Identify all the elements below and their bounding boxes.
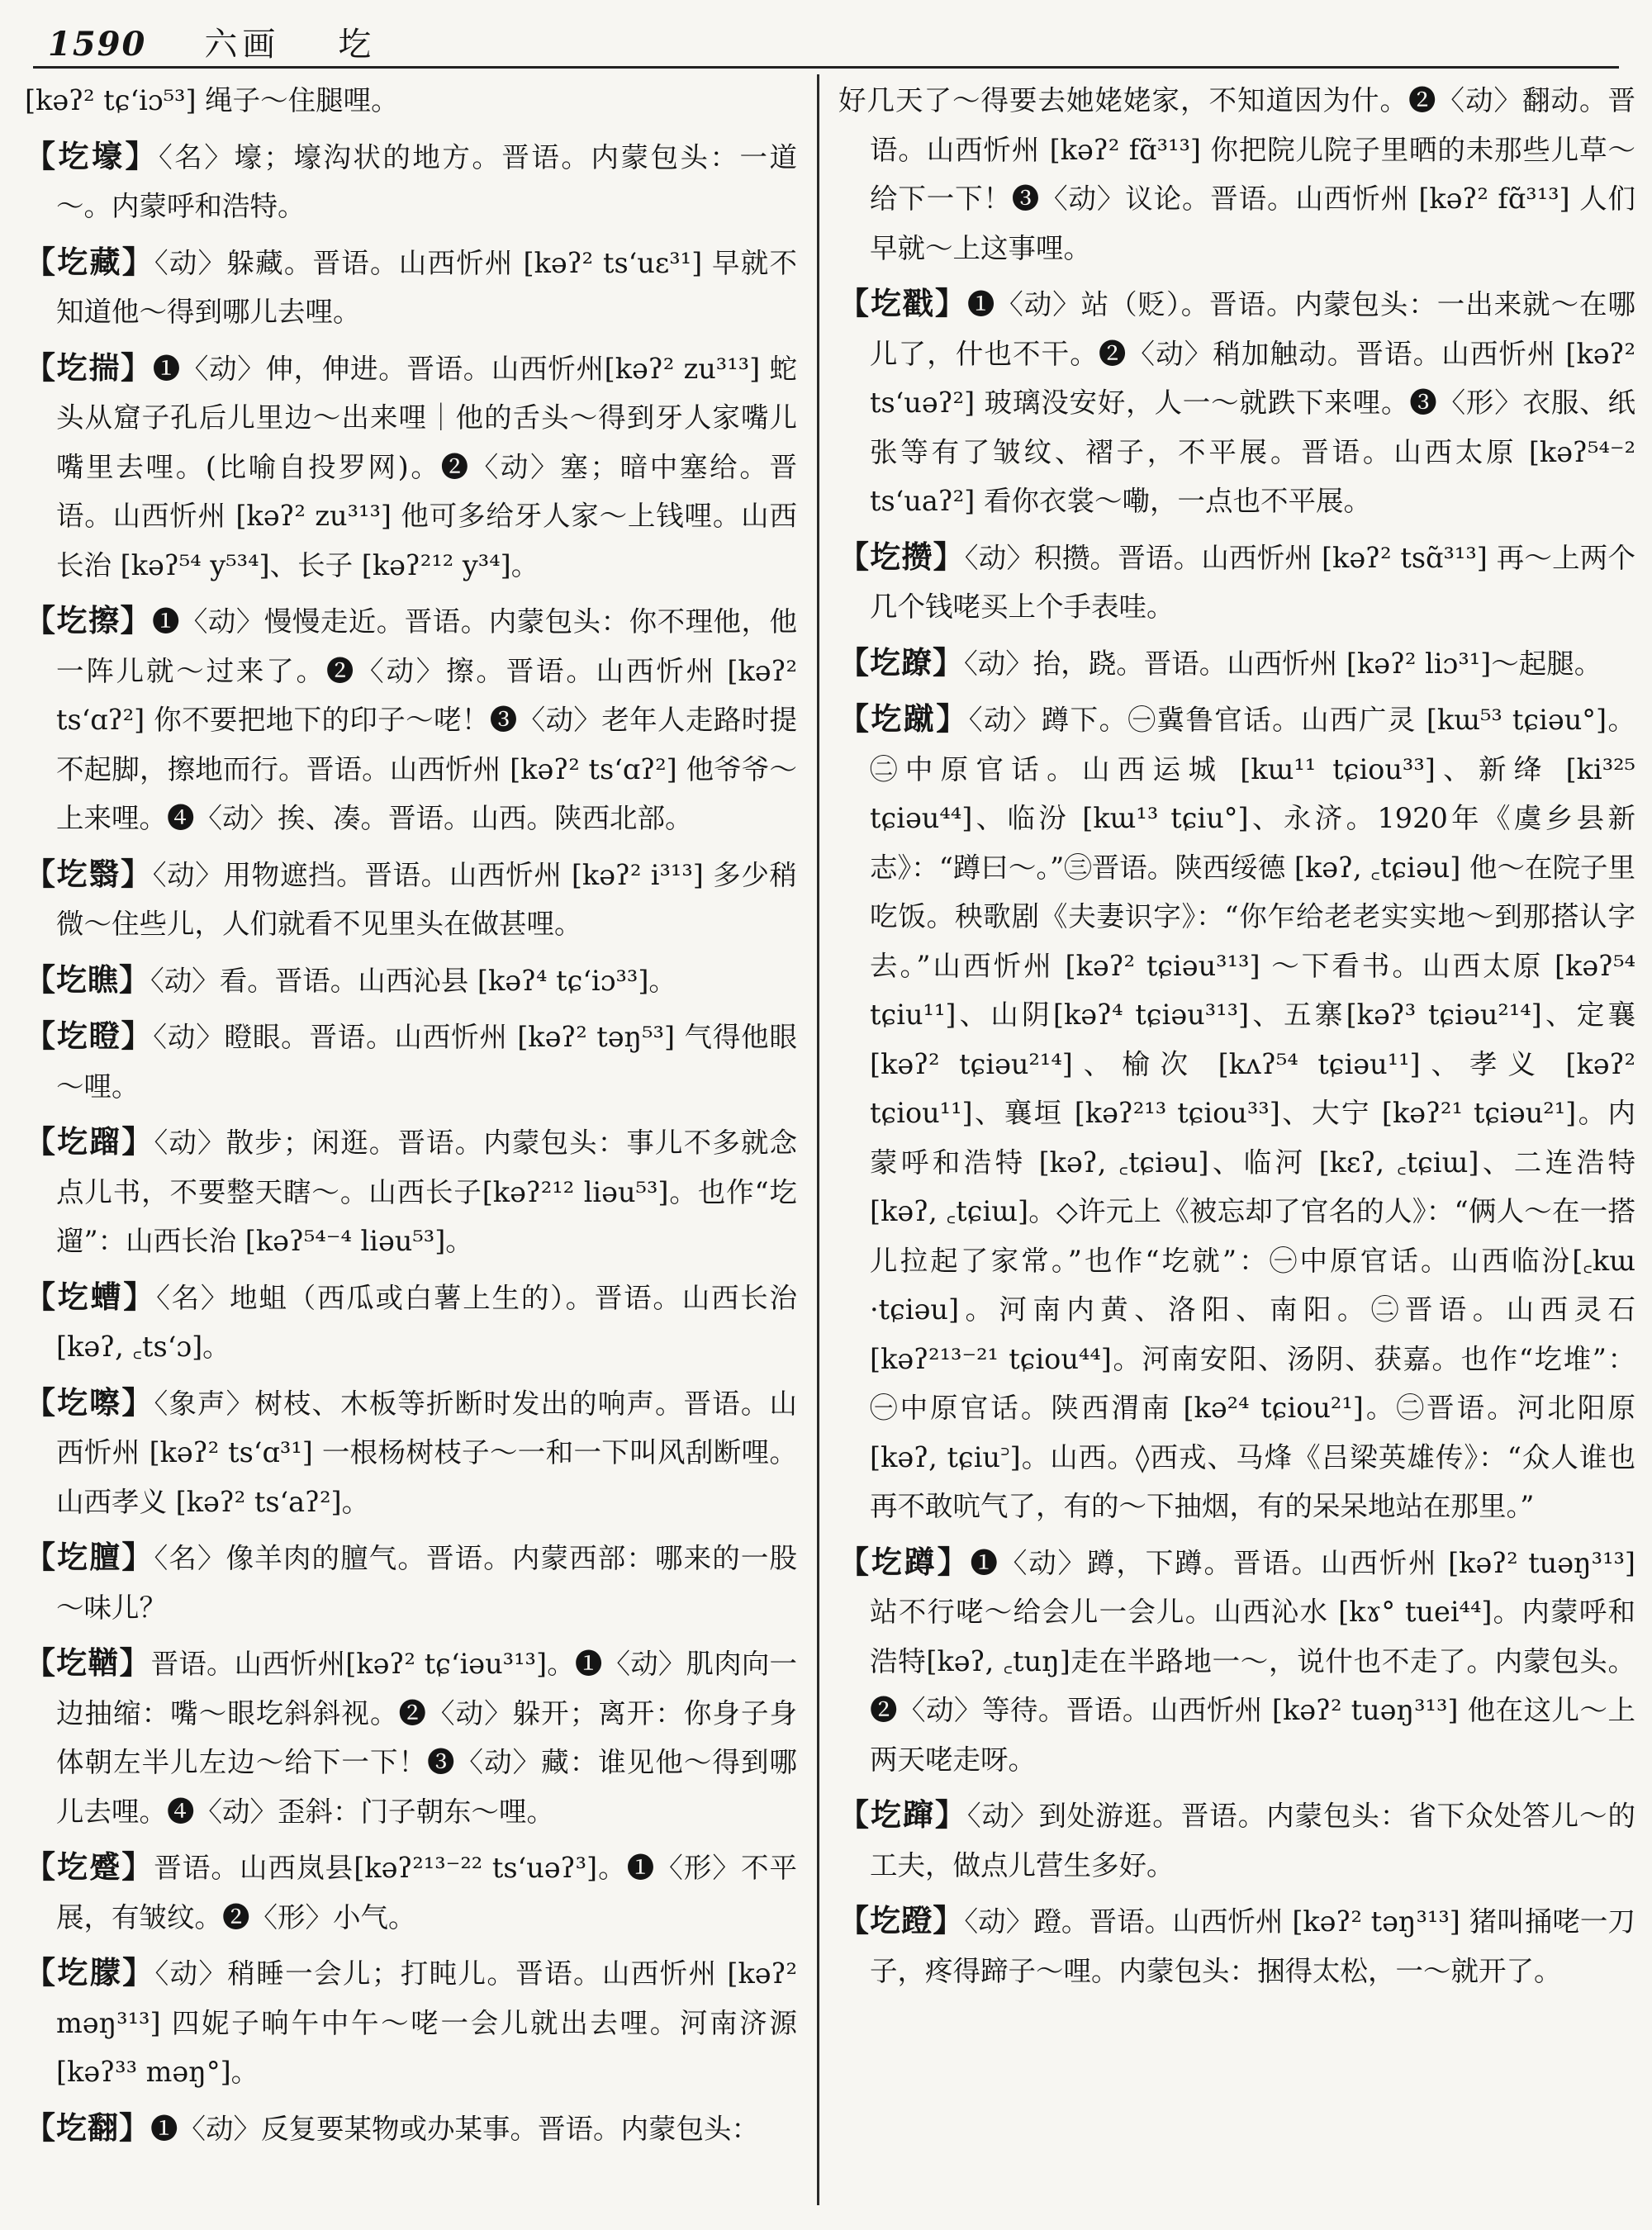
page-header (48, 18, 1602, 68)
entry-headword: 【圪攒】 (838, 538, 965, 575)
entry-definition: 〈名〉壕；壕沟状的地方。晋语。内蒙包头：一道～。内蒙呼和浩特。 (56, 140, 797, 222)
entry-definition: ❶〈动〉慢慢走近。晋语。内蒙包头：你不理他，他一阵儿就～过来了。❷〈动〉擦。晋语。山西忻州 [kəʔ² tsʻɑʔ²] 你不要把地下的印子～咾！❸〈动〉老年人走路时提不起脚，擦地而行。晋语。山西忻州 [kəʔ² tsʻɑʔ²] 他爷爷～上来哩。❹〈动〉挨、凑。晋语。山西。陕西北部。 (56, 605, 797, 834)
header-rule (33, 66, 1619, 69)
entry-headword: 【圪翻】 (25, 2109, 150, 2146)
dictionary-entry (838, 533, 1635, 632)
dictionary-entry (838, 695, 1635, 1531)
dictionary-entry (25, 956, 797, 1006)
dictionary-entry (25, 238, 797, 337)
page-number: 1590 (48, 25, 147, 64)
entry-headword: 【圪膻】 (25, 1539, 154, 1575)
dictionary-entry (25, 1639, 797, 1836)
entry-headword: 【圪蹬】 (838, 1902, 965, 1938)
entry-headword: 【圪蹲】 (838, 1543, 971, 1580)
entry-headword: 【圪蹽】 (838, 643, 964, 681)
entry-definition: ❶〈动〉蹲，下蹲。晋语。山西忻州 [kəʔ² tuəŋ³¹³] 站不行咾～给会儿一会儿。山西沁水 [kɤ° tuei⁴⁴]。内蒙呼和浩特[kəʔ, ꜀tuŋ]走在半路地一～，说什也不走了。内蒙包头。❷〈动〉等待。晋语。山西忻州 [kəʔ² tuəŋ³¹³] 他在这儿～上两天咾走呀。 (870, 1546, 1635, 1776)
entry-definition: 晋语。山西忻州[kəʔ² tɕʻiəu³¹³]。❶〈动〉肌肉向一边抽缩：嘴～眼圪斜斜视。❷〈动〉躲开；离开：你身子身体朝左半儿左边～给下一下！❸〈动〉藏：谁见他～得到哪儿去哩。❹〈动〉歪斜：门子朝东～哩。 (56, 1648, 797, 1828)
entry-definition: [kəʔ² tɕʻiɔ⁵³] 绳子～住腿哩。 (25, 84, 399, 116)
section-label: 六画 (204, 26, 281, 64)
dictionary-entry (838, 1896, 1635, 1995)
entry-continuation (838, 76, 1635, 273)
entry-definition: 〈动〉蹲下。㊀冀鲁官话。山西广灵 [kɯ⁵³ tɕiəu°]。㊁中原官话。山西运城 [kɯ¹¹ tɕiou³³]、新绛 [ki³²⁵ tɕiəu⁴⁴]、临汾 [kɯ¹³ tɕiu°]、永济。1920年《虞乡县新志》：“蹲曰～。”㊂晋语。陕西绥德 [kəʔ, ꜀tɕiəu] 他～在院子里吃饭。秧歌剧《夫妻识字》：“你乍给老老实实地～到那搭认字去。”山西忻州 [kəʔ² tɕiəu³¹³] ～下看书。山西太原 [kəʔ⁵⁴ tɕiu¹¹]、山阴[kəʔ⁴ tɕiəu³¹³]、五寨[kəʔ³ tɕiəu²¹⁴]、定襄 [kəʔ² tɕiəu²¹⁴]、榆次 [kʌʔ⁵⁴ tɕiəu¹¹]、孝义 [kəʔ² tɕiou¹¹]、襄垣 [kəʔ²¹³ tɕiou³³]、大宁 [kəʔ²¹ tɕiəu²¹]。内蒙呼和浩特 [kəʔ, ꜀tɕiəu]、临河 [kɛʔ, ꜀tɕiɯ]、二连浩特[kəʔ, ꜀tɕiɯ]。◇许元上《被忘却了官名的人》：“俩人～在一搭儿拉起了家常。”也作“圪就”：㊀中原官话。山西临汾[꜀kɯ ·tɕiəu]。河南内黄、洛阳、南阳。㊁晋语。山西灵石 [kəʔ²¹³⁻²¹ tɕiou⁴⁴]。河南安阳、汤阴、获嘉。也作“圪堆”：㊀中原官话。陕西渭南 [kə²⁴ tɕiou²¹]。㊁晋语。河北阳原[kəʔ, tɕiu꜄]。山西。◊西戎、马烽《吕梁英雄传》：“众人谁也再不敢吭气了，有的～下抽烟，有的呆呆地站在那里。” (870, 704, 1635, 1522)
dictionary-entry (25, 1117, 797, 1266)
entry-headword: 【圪藏】 (25, 243, 154, 280)
dictionary-entry (25, 1012, 797, 1111)
entry-definition: 〈动〉到处游逛。晋语。内蒙包头：省下众处答儿～的工夫，做点儿营生多好。 (870, 1800, 1635, 1881)
entry-definition: 〈动〉蹬。晋语。山西忻州 [kəʔ² təŋ³¹³] 猪叫捅咾一刀子，疼得蹄子～哩。内蒙包头：捆得太松，一～就开了。 (870, 1905, 1635, 1987)
dictionary-entry (25, 596, 797, 843)
dictionary-entry (25, 1378, 797, 1527)
entry-definition: ❶〈动〉站（贬）。晋语。内蒙包头：一出来就～在哪儿了，什也不干。❷〈动〉稍加触动。晋语。山西忻州 [kəʔ² tsʻuəʔ²] 玻璃没安好，人一～就跌下来哩。❸〈形〉衣服、纸张等有了皱纹、褶子，不平展。晋语。山西太原 [kəʔ⁵⁴⁻² tsʻuaʔ²] 看你衣裳～嘞，一点也不平展。 (870, 288, 1635, 517)
entry-definition: 〈名〉像羊肉的膻气。晋语。内蒙西部：哪来的一股～味儿？ (56, 1542, 797, 1624)
entry-definition: 好几天了～得要去她姥姥家，不知道因为什。❷〈动〉翻动。晋语。山西忻州 [kəʔ² fɑ̃³¹³] 你把院儿院子里晒的未那些儿草～给下一下！❸〈动〉议论。晋语。山西忻州 [kəʔ² fɑ̃³¹³] 人们早就～上这事哩。 (838, 84, 1635, 264)
dictionary-entry (25, 850, 797, 949)
column-divider (817, 74, 819, 2205)
entry-definition: 〈动〉看。晋语。山西沁县 [kəʔ⁴ tɕʻiɔ³³]。 (150, 964, 676, 997)
entry-continuation (25, 76, 797, 126)
entry-headword: 【圪壕】 (25, 137, 159, 174)
entry-headword: 【圪蹿】 (838, 1796, 967, 1833)
entry-headword: 【圪嚓】 (25, 1383, 154, 1421)
right-column (838, 76, 1635, 2215)
dictionary-entry (25, 1843, 797, 1942)
entry-definition: ❶〈动〉伸，伸进。晋语。山西忻州[kəʔ² zu³¹³] 蛇头从窟子孔后儿里边～出来哩｜他的舌头～得到牙人家嘴儿嘴里去哩。(比喻自投罗网)。❷〈动〉塞；暗中塞给。晋语。山西忻州 [kəʔ² zu³¹³] 他可多给牙人家～上钱哩。山西长治 [kəʔ⁵⁴ y⁵³⁴]、长子 [kəʔ²¹² y³⁴]。 (56, 352, 797, 581)
entry-definition: 〈动〉瞪眼。晋语。山西忻州 [kəʔ² təŋ⁵³] 气得他眼～哩。 (56, 1021, 797, 1103)
entry-definition: 〈动〉躲藏。晋语。山西忻州 [kəʔ² tsʻuɛ³¹] 早就不知道他～得到哪儿去哩。 (56, 246, 797, 328)
dictionary-entry (25, 1948, 797, 2097)
entry-headword: 【圪揣】 (25, 349, 153, 386)
entry-headword: 【圪螬】 (25, 1278, 157, 1315)
dictionary-entry (25, 1533, 797, 1632)
entry-definition: 〈名〉地蛆（西瓜或白薯上生的）。晋语。山西长治 [kəʔ, ꜀tsʻɔ]。 (56, 1281, 797, 1363)
entry-headword: 【圪鞧】 (25, 1644, 151, 1681)
entry-definition: 〈象声〉树枝、木板等折断时发出的响声。晋语。山西忻州 [kəʔ² tsʻɑ³¹] 一根杨树枝子～一和一下叫风刮断哩。山西孝义 [kəʔ² tsʻaʔ²]。 (56, 1387, 797, 1518)
entry-headword: 【圪蹙】 (25, 1848, 154, 1885)
entry-definition: 〈动〉稍睡一会儿；打盹儿。晋语。山西忻州 [kəʔ² məŋ³¹³] 四妮子晌午中午～咾一会儿就出去哩。河南济源 [kəʔ³³ məŋ°]。 (56, 1957, 797, 2088)
dictionary-entry (838, 1538, 1635, 1785)
entry-headword: 【圪瞧】 (25, 961, 150, 998)
entry-definition: 〈动〉抬，跷。晋语。山西忻州 [kəʔ² liɔ³¹]～起腿。 (964, 647, 1602, 680)
entry-headword: 【圪朦】 (25, 1954, 155, 1990)
entry-headword: 【圪瞪】 (25, 1018, 154, 1054)
dictionary-entry (838, 279, 1635, 526)
entry-headword: 【圪戳】 (838, 285, 967, 321)
entry-definition: 〈动〉积攒。晋语。山西忻州 [kəʔ² tsɑ̃³¹³] 再～上两个几个钱咾买上个手表哇。 (870, 541, 1635, 623)
dictionary-entry (25, 1273, 797, 1372)
dictionary-entry (838, 638, 1635, 689)
entry-definition: 晋语。山西岚县[kəʔ²¹³⁻²² tsʻuəʔ³]。❶〈形〉不平展，有皱纹。❷〈形〉小气。 (56, 1852, 797, 1933)
entry-definition: 〈动〉用物遮挡。晋语。山西忻州 [kəʔ² i³¹³] 多少稍微～住些儿，人们就看不见里头在做甚哩。 (56, 858, 797, 940)
entry-headword: 【圪蹓】 (25, 1123, 154, 1160)
left-column (25, 76, 797, 2215)
entry-headword: 【圪翳】 (25, 855, 153, 892)
entry-definition: ❶〈动〉反复要某物或办某事。晋语。内蒙包头： (150, 2112, 759, 2145)
entry-definition: 〈动〉散步；闲逛。晋语。内蒙包头：事儿不多就念点儿书，不要整天瞎～。山西长子[kəʔ²¹² liəu⁵³]。也作“圪遛”：山西长治 [kəʔ⁵⁴⁻⁴ liəu⁵³]。 (56, 1127, 797, 1257)
dictionary-entry (25, 344, 797, 591)
dictionary-entry (838, 1791, 1635, 1890)
dictionary-entry (25, 132, 797, 231)
entry-headword: 【圪蹴】 (838, 700, 969, 737)
entry-headword: 【圪擦】 (25, 602, 152, 638)
head-character: 圪 (338, 26, 377, 64)
dictionary-entry (25, 2104, 797, 2154)
